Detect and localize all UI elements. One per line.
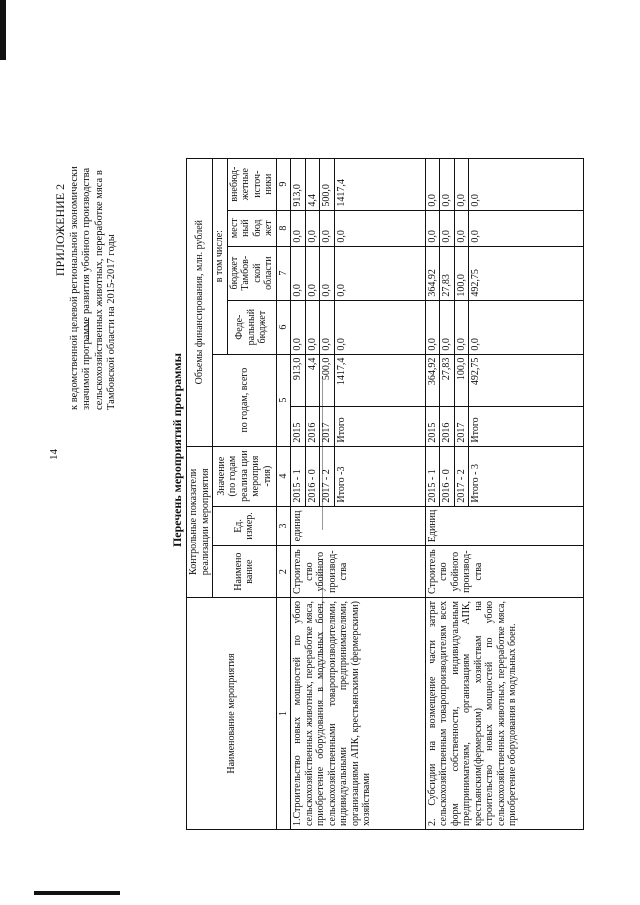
regional-cell: 0,0 <box>291 246 306 300</box>
value-cell: 2015 - 1 <box>425 446 440 506</box>
appendix-line: Тамбовской области на 2015-2017 годы <box>106 234 117 410</box>
regional-cell: 27,83 <box>440 246 455 300</box>
table-row <box>291 158 306 829</box>
local-cell: 0,0 <box>454 210 469 246</box>
col-header-by-years: по годам, всего <box>213 354 277 446</box>
page-number: 14 <box>48 449 60 460</box>
federal-cell: 0,0 <box>291 300 306 354</box>
activity-name: 2. Субсидии на возмещение части затрат сельскохозяйственным товаропроизводителям всех форм собственности, индивидуальным предпринимателям, организациям АПК, крестьянским(фермерским) хозяйствам на строительство новых мощностей по убою сельскохозяйственных животных, переработке мяса, приобретение оборудования в модульных боен. <box>425 598 584 830</box>
local-cell: 0,0 <box>305 210 320 246</box>
year-cell: 2015 <box>425 406 440 446</box>
col-number: 4 <box>276 446 291 506</box>
total-cell: 492,75 <box>469 354 584 406</box>
local-cell: 0,0 <box>334 210 425 246</box>
total-cell: 364,92 <box>425 354 440 406</box>
scan-edge-mark <box>0 0 6 60</box>
federal-cell: 0,0 <box>425 300 440 354</box>
year-cell: 2017 <box>320 406 335 446</box>
col-header-name: Наименование мероприятия <box>187 598 277 830</box>
extra-cell: 0,0 <box>440 158 455 210</box>
col-header-local: мест ный бюд жет <box>227 210 276 246</box>
col-number: 5 <box>276 354 291 446</box>
extra-cell: 0,0 <box>425 158 440 210</box>
activity-name: 1.Строительство новых мощностей по убою сельскохозяйственных животных, переработке мяса, приобретение оборудования в модульных боен, сельскохозяйственными товаропроизводителями, индивидуальными предпринимателями, организациями АПК, крестьянскими (фермерскими) хозяйствами <box>291 598 426 830</box>
value-cell: 2017 - 2 <box>454 446 469 506</box>
year-cell: 2016 <box>440 406 455 446</box>
local-cell: 0,0 <box>291 210 306 246</box>
total-cell: 4,4 <box>305 354 320 406</box>
year-cell: Итого <box>469 406 584 446</box>
year-cell: 2017 <box>454 406 469 446</box>
federal-cell: 0,0 <box>320 300 335 354</box>
extra-cell: 0,0 <box>454 158 469 210</box>
col-number: 8 <box>276 210 291 246</box>
col-number: 1 <box>276 598 291 830</box>
appendix-line: к ведомственной целевой региональной экономически <box>68 166 80 410</box>
value-cell: Итого - 3 <box>469 446 584 506</box>
total-cell: 27,83 <box>440 354 455 406</box>
federal-cell: 0,0 <box>305 300 320 354</box>
extra-cell: 913,0 <box>291 158 306 210</box>
value-cell: 2015 - 1 <box>291 446 306 506</box>
col-header-federal: Феде-ральный бюджет <box>227 300 276 354</box>
extra-cell: 500,0 <box>320 158 335 210</box>
extra-cell: 4,4 <box>305 158 320 210</box>
federal-cell: 0,0 <box>454 300 469 354</box>
year-cell: 2015 <box>291 406 306 446</box>
unit-cell: единиц <box>291 506 426 546</box>
local-cell: 0,0 <box>440 210 455 246</box>
table-row <box>425 158 440 829</box>
indicator-name: Строитель ство убойного производ-ства <box>291 546 426 598</box>
col-number: 7 <box>276 246 291 300</box>
col-header-incl: в том числе: <box>213 158 228 354</box>
col-header-regional: бюджет Тамбов-ской области <box>227 246 276 300</box>
local-cell: 0,0 <box>469 210 584 246</box>
regional-cell: 492,75 <box>469 246 584 300</box>
value-cell: 2016 - 0 <box>440 446 455 506</box>
col-number: 9 <box>276 158 291 210</box>
scan-bottom-mark <box>34 891 120 895</box>
table-title: Перечень мероприятий программы <box>170 352 184 548</box>
col-number: 2 <box>276 546 291 598</box>
col-header-indicator: Наимено вание <box>213 546 277 598</box>
total-cell: 500,0 <box>320 354 335 406</box>
appendix-header <box>54 50 119 410</box>
regional-cell: 100,0 <box>454 246 469 300</box>
total-cell: 913,0 <box>291 354 306 406</box>
federal-cell: 0,0 <box>469 300 584 354</box>
year-cell: 2016 <box>305 406 320 446</box>
federal-cell: 0,0 <box>440 300 455 354</box>
local-cell: 0,0 <box>425 210 440 246</box>
value-cell: 2017 - 2 <box>320 446 335 506</box>
rotated-document-page <box>40 40 600 860</box>
indicator-name: Строитель ство убойного производ-ства <box>425 546 584 598</box>
appendix-line: сельскохозяйственных животных, переработке мяса в <box>93 170 105 410</box>
regional-cell: 364,92 <box>425 246 440 300</box>
federal-cell: 0,0 <box>334 300 425 354</box>
local-cell: 0,0 <box>320 210 335 246</box>
extra-cell: 1417,4 <box>334 158 425 210</box>
regional-cell: 0,0 <box>305 246 320 300</box>
appendix-line: значимой программе развития убойного производства <box>81 167 92 410</box>
regional-cell: 0,0 <box>320 246 335 300</box>
col-header-value: Значение (по годам реализа ции мероприя -тия) <box>213 446 277 506</box>
col-number: 3 <box>276 506 291 546</box>
regional-cell: 0,0 <box>334 246 425 300</box>
total-cell: 100,0 <box>454 354 469 406</box>
appendix-title: ПРИЛОЖЕНИЕ 2 <box>53 183 67 277</box>
col-header-funding: Объемы финансирования, млн. рублей <box>187 158 213 446</box>
total-cell: 1417,4 <box>334 354 425 406</box>
unit-cell: Единиц <box>425 506 584 546</box>
col-header-unit: Ед. измер. <box>213 506 277 546</box>
col-number: 6 <box>276 300 291 354</box>
extra-cell: 0,0 <box>469 158 584 210</box>
col-header-control: Контрольные показатели реализации мероприятия <box>187 446 213 597</box>
value-cell: 2016 - 0 <box>305 446 320 506</box>
year-cell: Итого <box>334 406 425 446</box>
program-activities-table <box>186 158 584 830</box>
value-cell: Итого -3 <box>334 446 425 506</box>
col-header-extra: внебюд-жетные источ-ники <box>227 158 276 210</box>
